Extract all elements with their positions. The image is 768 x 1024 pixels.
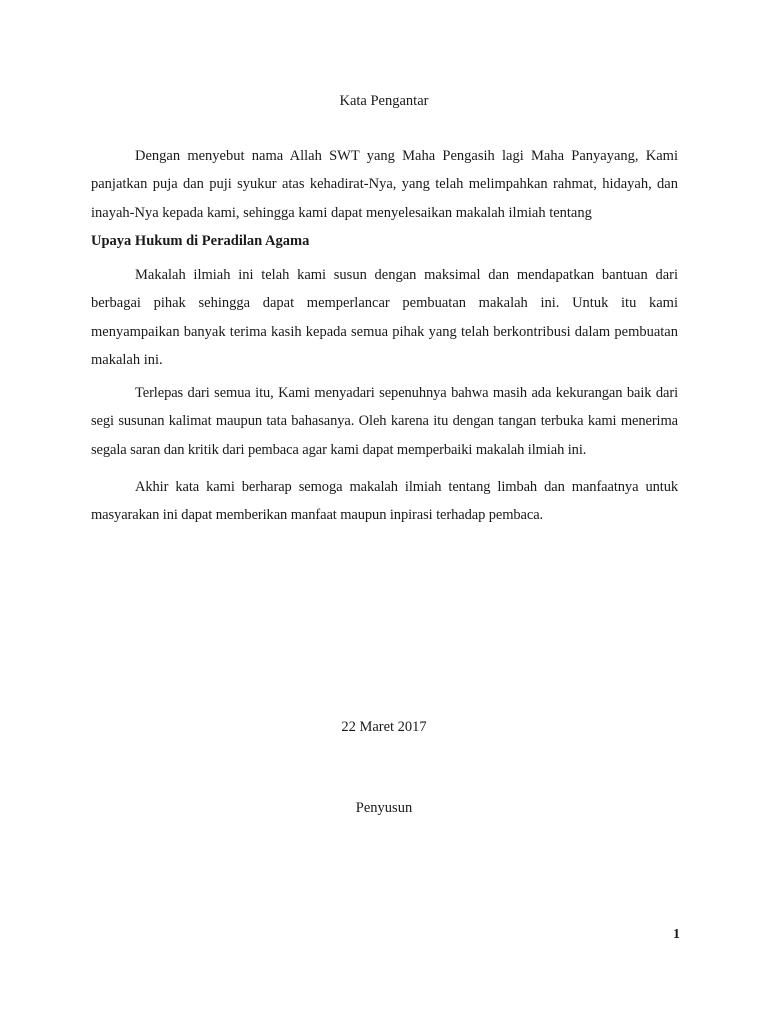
paragraph-shortcomings-text: Terlepas dari semua itu, Kami menyadari sepenuhnya bahwa masih ada kekurangan baik dari segi susunan kalimat maupun tata bahasanya. Oleh karena itu dengan tangan terbuka kami menerima segala saran dan kritik dari pembaca agar kami dapat memperbaiki makalah ilmiah ini. [91,385,678,458]
paragraph-acknowledgement-text: Makalah ilmiah ini telah kami susun dengan maksimal dan mendapatkan bantuan dari berbagai pihak sehingga dapat memperlancar pembuatan makalah ini. Untuk itu kami menyampaikan banyak terima kasih kepada semua pihak yang telah berkontribusi dalam pembuatan makalah ini. [91,267,678,369]
paragraph-intro [91,142,678,256]
page-number: 1 [673,927,680,942]
paragraph-shortcomings [91,379,678,464]
paragraph-intro-bold-topic: Upaya Hukum di Peradilan Agama [91,233,310,250]
paragraph-closing-text: Akhir kata kami berharap semoga makalah ilmiah tentang limbah dan manfaatnya untuk masyarakan ini dapat memberikan manfaat maupun inpirasi terhadap pembaca. [91,479,678,524]
signer-label: Penyusun [355,800,413,816]
paragraph-closing [91,473,678,530]
page-title: Kata Pengantar [339,93,429,109]
document-date: 22 Maret 2017 [341,719,427,735]
paragraph-intro-text: Dengan menyebut nama Allah SWT yang Maha Pengasih lagi Maha Panyayang, Kami panjatkan puja dan puji syukur atas kehadirat-Nya, yang telah melimpahkan rahmat, hidayah, dan inayah-Nya kepada kami, sehingga kami dapat menyelesaikan makalah ilmiah tentang [91,148,678,221]
paragraph-acknowledgement [91,261,678,375]
